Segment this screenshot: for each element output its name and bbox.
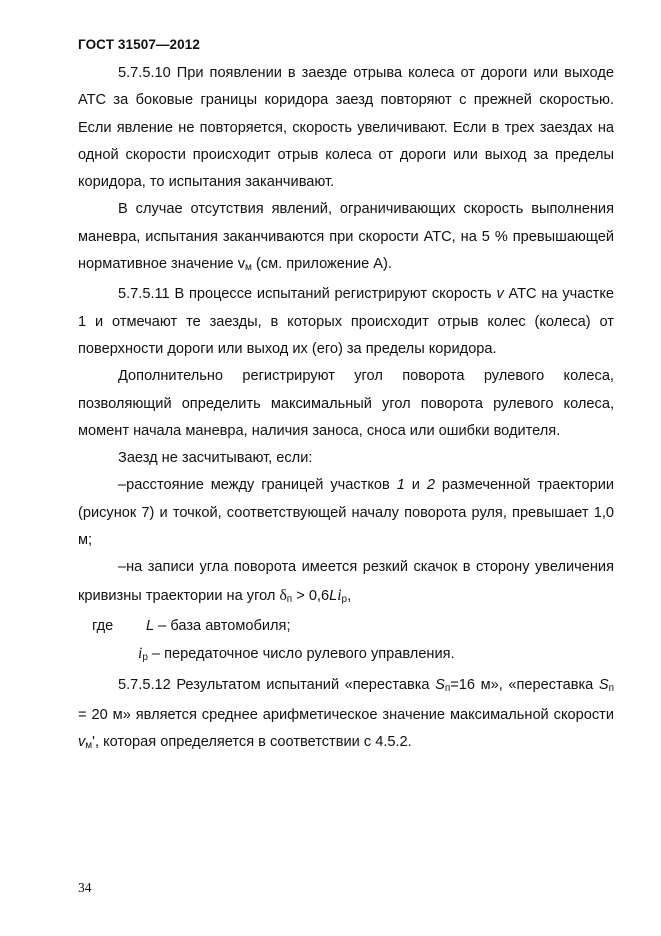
- velocity-symbol: v: [496, 286, 504, 303]
- ratio-symbol: i: [337, 586, 342, 604]
- list-item-distance: –расстояние между границей участков 1 и 2 размеченной траектории (рисунок 7) и точкой, соответствующей началу поворота руля, превышает 1,0 м;: [78, 477, 615, 549]
- list-item-steering-jump: –на записи угла поворота имеется резкий скачок в сторону увеличения кривизны траектории на угол $\delta_п > 0,6Li_p$,: [78, 559, 614, 605]
- standard-header: ГОСТ 31507—2012: [78, 37, 200, 52]
- document-body: [78, 60, 614, 759]
- where-clause-ratio: $i_p$ – передаточное число рулевого управления.: [138, 645, 455, 664]
- where-clause-wheelbase: где L – база автомобиля;: [92, 617, 291, 634]
- paragraph-5-7-5-11: 5.7.5.11 В процессе испытаний регистрируют скорость v АТС на участке 1 и отмечают те заезды, в которых происходит отрыв колес (колеса) от поверхности дороги или выход их (его) за пределы коридора.: [78, 286, 614, 357]
- delta-symbol: δ: [279, 586, 287, 604]
- page-number: 34: [78, 880, 92, 895]
- paragraph-no-limits: В случае отсутствия явлений, ограничивающих скорость выполнения маневра, испытания заканчиваются при скорости АТС, на 5 % превышающей нормативное значение $v_м$ (см. приложение А).: [78, 201, 614, 274]
- paragraph-5-7-5-12: 5.7.5.12 Результатом испытаний «переставка $S_п=16$ м», «переставка $S_п = 20$ м» является среднее арифметическое значение максимальной скорости $v_м'$, которая определяется в соответствии с 4.5.2.: [78, 676, 614, 752]
- paragraph-additional-registration: Дополнительно регистрируют угол поворота рулевого колеса, позволяющий определить максимальный угол поворота рулевого колеса, момент начала маневра, наличия заноса, сноса или ошибки водителя.: [78, 368, 614, 439]
- paragraph-not-counted: Заезд не засчитывают, если:: [118, 450, 313, 467]
- paragraph-5-7-5-10: 5.7.5.10 При появлении в заезде отрыва колеса от дороги или выходе АТС за боковые границы коридора заезд повторяют с прежней скоростью. Если явление не повторяется, скорость увеличивают. Если в трех заездах на одной скорости происходит отрыв колеса от дороги или выход за пределы коридора, то испытания заканчивают.: [78, 65, 614, 191]
- wheelbase-symbol: L: [329, 587, 338, 604]
